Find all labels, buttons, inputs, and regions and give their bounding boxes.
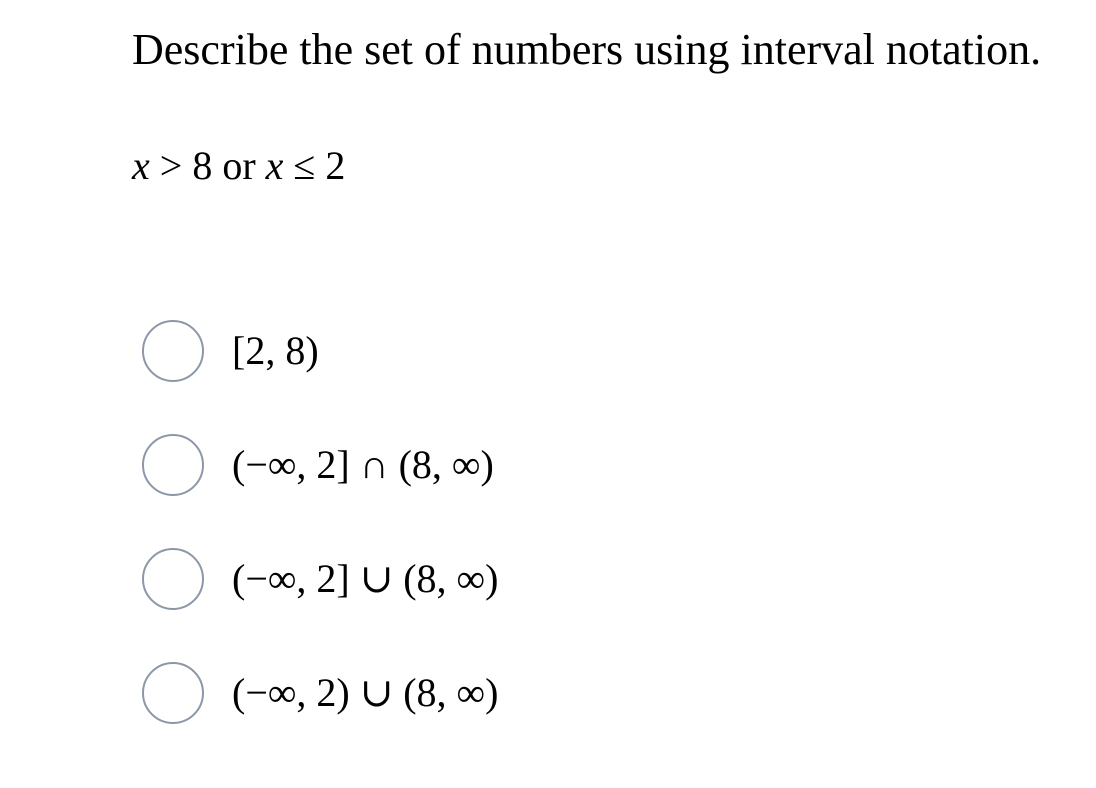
inequality-expression	[132, 142, 345, 190]
expression-part-2: ≤ 2	[283, 143, 346, 188]
expression-part-1: > 8 or	[149, 143, 266, 188]
radio-button[interactable]	[142, 662, 204, 724]
radio-button[interactable]	[142, 434, 204, 496]
answer-option[interactable]	[142, 432, 842, 498]
answer-option-label[interactable]: [2, 8)	[232, 328, 319, 373]
answer-option-label[interactable]: (−∞, 2) ∪ (8, ∞)	[232, 670, 499, 715]
radio-button[interactable]	[142, 548, 204, 610]
answer-option-label[interactable]: (−∞, 2] ∪ (8, ∞)	[232, 556, 499, 601]
variable-x: x	[265, 143, 284, 188]
answer-option[interactable]	[142, 546, 842, 612]
variable-x: x	[132, 143, 150, 188]
radio-button[interactable]	[142, 320, 204, 382]
answer-option[interactable]	[142, 318, 842, 384]
question-prompt: Describe the set of numbers using interval notation.	[132, 25, 1042, 74]
answer-options	[142, 318, 842, 726]
answer-option-label[interactable]: (−∞, 2] ∩ (8, ∞)	[232, 442, 494, 487]
answer-option[interactable]	[142, 660, 842, 726]
